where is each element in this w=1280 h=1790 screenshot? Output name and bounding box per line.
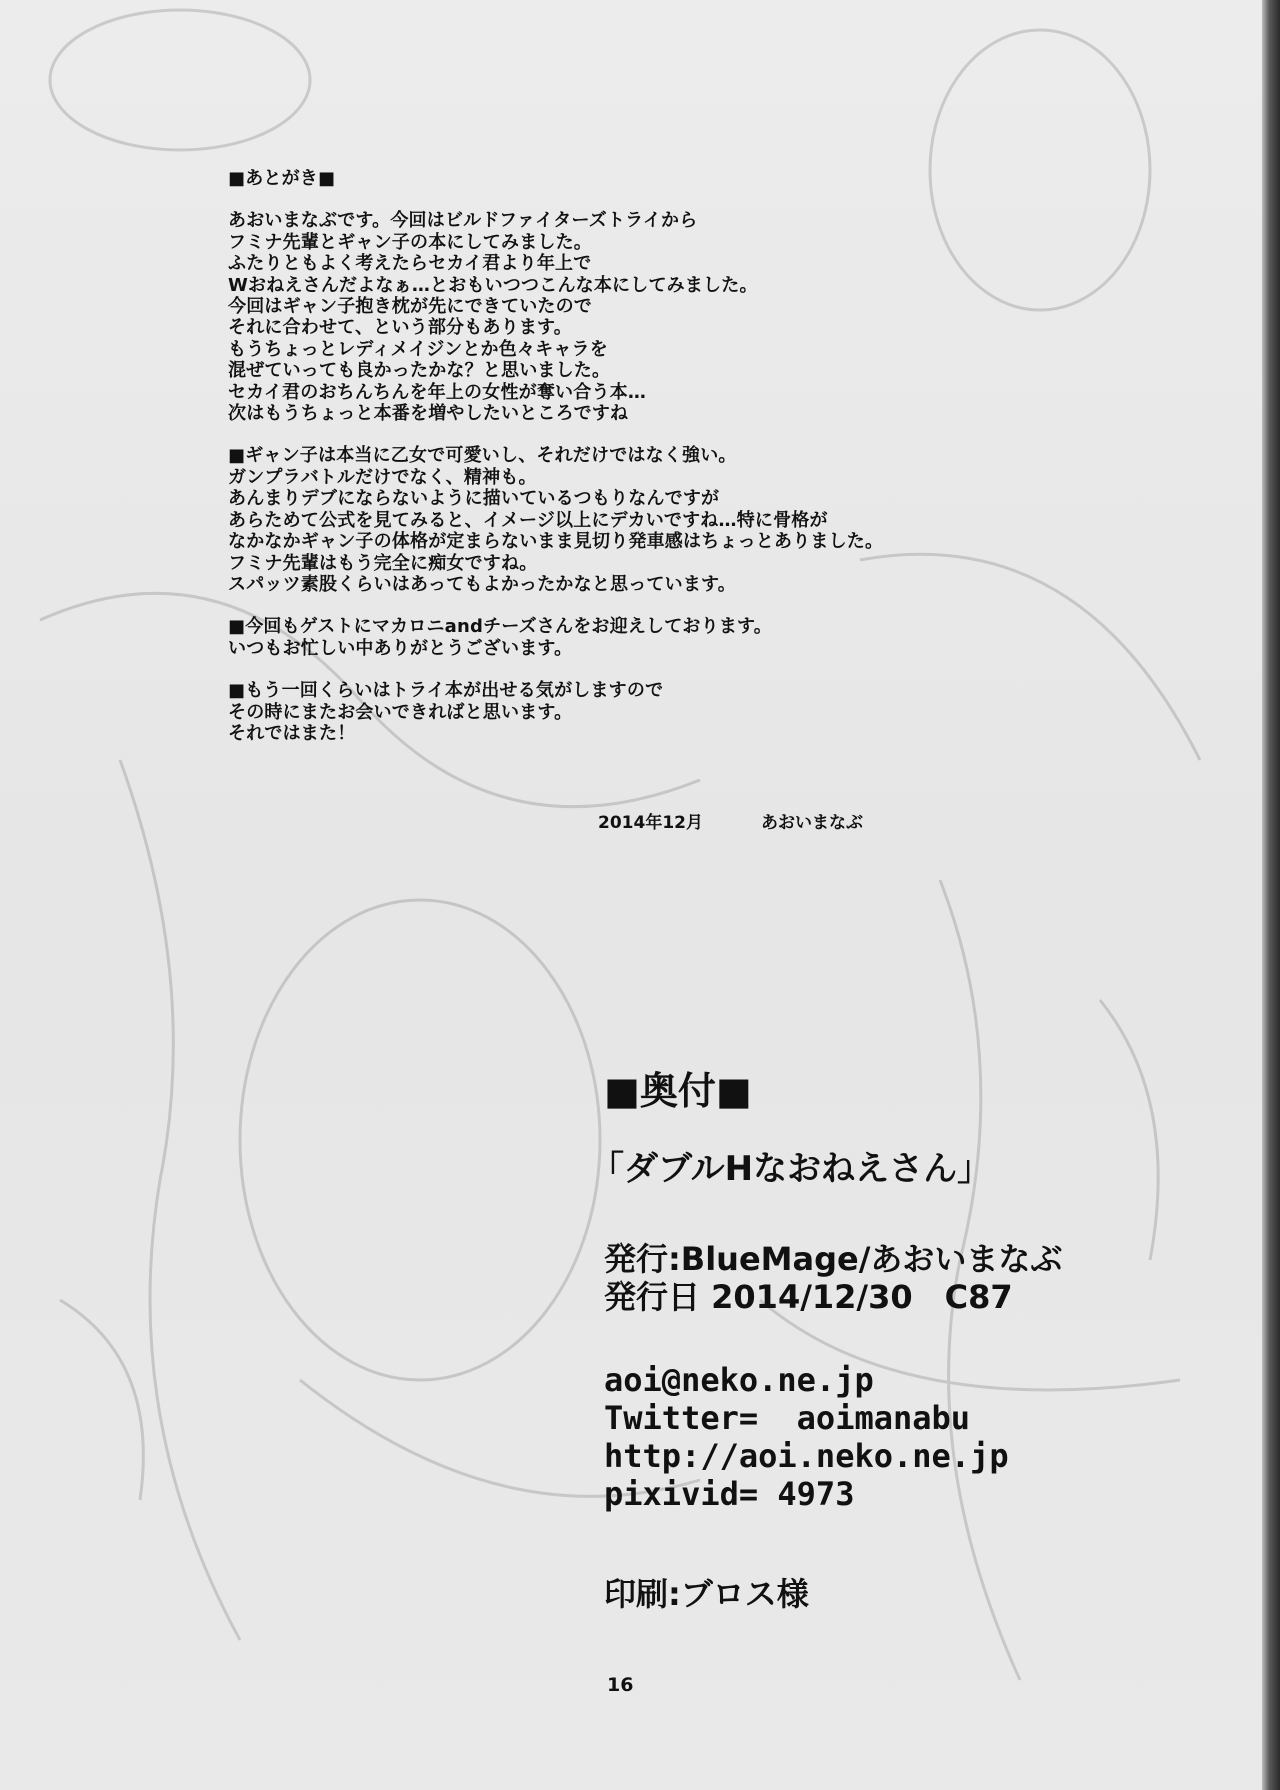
afterword-paragraph: ■ギャン子は本当に乙女で可愛いし、それだけではなく強い。 ガンプラバトルだけでなく、精神も。 あんまりデブにならないように描いているつもりなんですが あらためて公式を見てみると、イメージ以上にデカいですね…特に骨格が なかなかギャン子の体格が定まらないまま見切り発車感はちょっとありました。 フミナ先輩はもう完全に痴女ですね。 スパッツ素股くらいはあってもよかったかなと思っています。 bbox=[228, 445, 884, 595]
page-edge bbox=[1262, 0, 1280, 1790]
afterword-date: 2014年12月 bbox=[598, 813, 703, 833]
publisher-line: 発行:BlueMage/あおいまなぶ bbox=[604, 1240, 1063, 1278]
email-line: aoi@neko.ne.jp bbox=[604, 1361, 874, 1399]
printer-line: 印刷:ブロス様 bbox=[604, 1575, 809, 1613]
twitter-line: Twitter= aoimanabu bbox=[604, 1399, 971, 1437]
afterword-paragraph: あおいまなぶです。今回はビルドファイターズトライから フミナ先輩とギャン子の本にしてみました。 ふたりともよく考えたらセカイ君より年上で Wおねえさんだよなぁ…とおもいつつこんな本にしてみました。 今回はギャン子抱き枕が先にできていたので それに合わせて、という部分もあります。 もうちょっとレディメイジンとか色々キャラを 混ぜていっても良かったかな？と思いました。 セカイ君のおちんちんを年上の女性が奪い合う本… 次はもうちょっと本番を増やしたいところですね bbox=[228, 210, 758, 425]
website-line: http://aoi.neko.ne.jp bbox=[604, 1437, 1009, 1475]
colophon-heading: ■奥付■ bbox=[604, 1069, 752, 1113]
pixiv-line: pixivid= 4973 bbox=[604, 1475, 855, 1513]
afterword-section bbox=[228, 168, 1048, 765]
afterword-paragraph: ■もう一回くらいはトライ本が出せる気がしますので その時にまたお会いできればと思います。 それではまた！ bbox=[228, 680, 664, 744]
afterword-paragraph: ■今回もゲストにマカロニandチーズさんをお迎えしております。 いつもお忙しい中ありがとうございます。 bbox=[228, 616, 772, 659]
colophon-section bbox=[590, 1060, 1224, 1613]
afterword-author: あおいまなぶ bbox=[760, 813, 863, 833]
book-title: 「ダブルHなおねえさん」 bbox=[590, 1149, 992, 1189]
page-number: 16 bbox=[607, 1674, 634, 1696]
issue-date-line: 発行日 2014/12/30 C87 bbox=[604, 1278, 1013, 1316]
afterword-heading: ■あとがき■ bbox=[228, 168, 336, 189]
afterword-signature bbox=[598, 808, 863, 833]
